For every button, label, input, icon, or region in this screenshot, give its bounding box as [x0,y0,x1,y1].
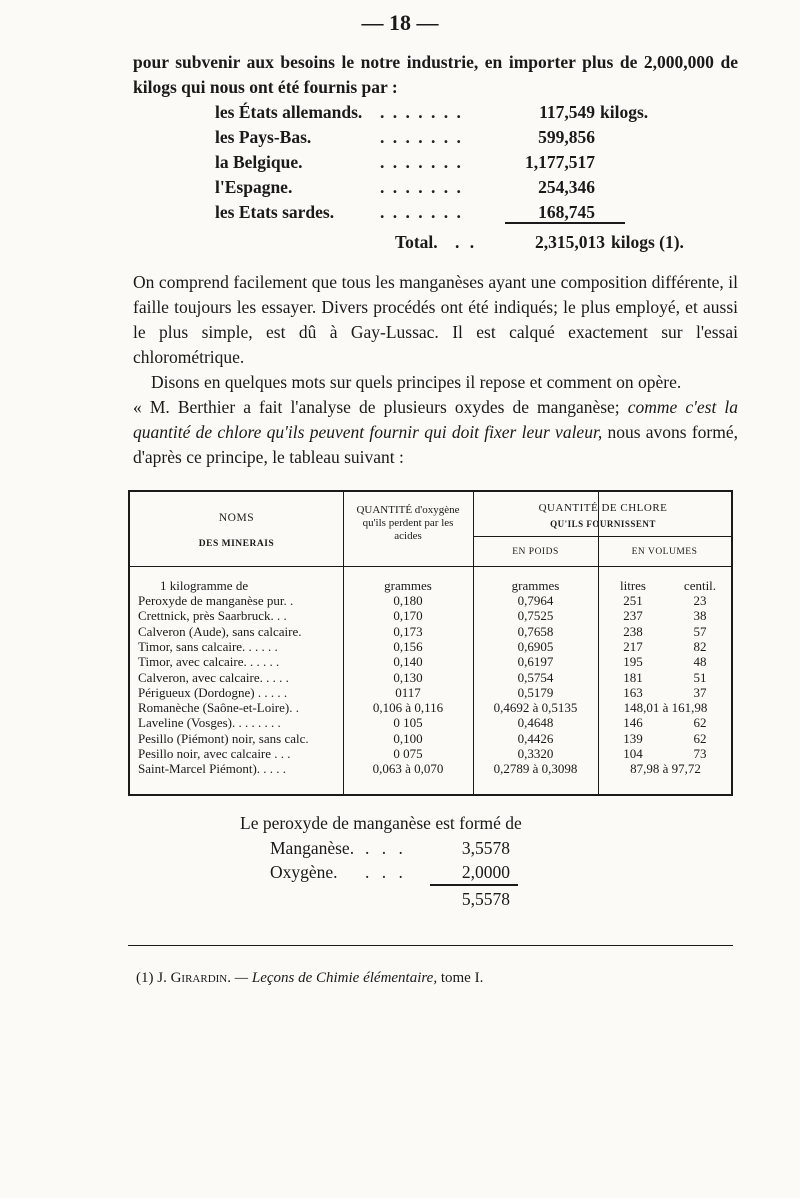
table-row-centil: 82 [693,638,707,654]
table-row-name: Timor, avec calcaire. . . . . . [138,654,280,670]
import-row [215,102,665,128]
footnote [136,970,483,987]
table-row-oxygen: 0,100 [393,730,423,746]
table-row-litres: 163 [623,684,643,700]
table-row-litres: 104 [623,746,643,761]
import-row [215,202,665,228]
berthier-start: « M. Berthier a fait l'analyse de plusieurs oxydes de manganèse; [133,397,620,417]
unit-row-poids: grammes [511,578,560,593]
import-country: les Pays-Bas. [215,127,312,147]
header-divider [473,536,731,537]
table-row-oxygen: 0,140 [393,654,423,670]
berthier-end: nous avons formé, d'après ce principe, le tableau suivant : [133,422,738,467]
import-leader: . . . . . . . [380,202,463,222]
import-row [215,177,665,203]
table-row-poids: 0,3320 [517,746,554,761]
manganese-table [128,490,733,796]
header-volumes: EN VOLUMES [631,547,698,557]
table-row-oxygen: 0 075 [393,746,423,761]
table-row-oxygen: 0,173 [393,623,423,639]
table-row-poids: 0,4692 à 0,5135 [493,700,578,716]
table-row-name: Saint-Marcel Piémont). . . . . [138,761,287,777]
import-unit: kilogs. [600,102,649,122]
table-row-centil: 48 [693,654,707,670]
table-row-litres: 181 [623,669,643,685]
table-row-poids: 0,5754 [517,669,554,685]
table-row-name: Laveline (Vosges). . . . . . . . [138,715,281,731]
page-number: — 18 — [361,10,439,35]
table-row-litres: 238 [623,623,643,639]
header-oxygene: QUANTITÉ d'oxygène qu'ils perdent par les acides [356,504,460,542]
import-country: l'Espagne. [215,177,293,197]
import-leader: . . . . . . . [380,177,463,197]
total-rule [505,222,625,224]
table-row-centil: 38 [693,608,707,624]
peroxide-leader: . . . [365,838,407,858]
header-bottom-rule [130,566,731,567]
table-row-centil: 62 [693,730,707,746]
table-row-poids: 0,6905 [517,638,554,654]
table-row-name: Calveron, avec calcaire. . . . . [138,669,289,685]
header-minerais: DES MINERAIS [198,539,275,549]
table-row-oxygen: 0117 [395,684,421,700]
table-row-oxygen: 0,063 à 0,070 [372,761,444,777]
total-leader: . . [455,232,478,252]
footnote-author: J. Girardin. [157,970,232,986]
table-row-name: Timor, sans calcaire. . . . . . [138,638,278,654]
table-row-name: Crettnick, près Saarbruck. . . [138,608,287,624]
table-row-oxygen: 0,170 [393,608,423,624]
table-row-poids: 0,4648 [517,715,554,731]
peroxide-intro: Le peroxyde de manganèse est formé de [240,813,522,833]
import-country: les Etats sardes. [215,202,335,222]
table-row-centil: 57 [693,623,707,639]
import-leader: . . . . . . . [380,152,463,172]
table-row-name: Romanèche (Saône-et-Loire). . [138,700,299,716]
total-label: Total. [395,232,438,252]
import-country: la Belgique. [215,152,303,172]
footnote-number: (1) [136,970,154,986]
peroxide-component-label: Manganèse. [270,838,355,858]
total-value: 2,315,013 [535,232,605,252]
import-value: 1,177,517 [525,152,595,172]
table-row-oxygen: 0,130 [393,669,423,685]
footnote-rule [128,945,733,946]
paragraph-principles: Disons en quelques mots sur quels principes il repose et comment on opère. [151,372,682,392]
peroxide-component-value: 2,0000 [461,862,510,882]
table-row-litres: 195 [623,654,643,670]
import-country: les États allemands. [215,102,363,122]
table-row-volume: 148,01 à 161,98 [623,700,708,716]
table-row-poids: 0,5179 [517,684,554,700]
footnote-title: — Leçons de Chimie élémentaire, [234,970,438,986]
table-row-centil: 73 [693,746,707,761]
table-row-oxygen: 0,156 [393,638,423,654]
table-row-name: Peroxyde de manganèse pur. . [138,593,294,608]
table-row-centil: 62 [693,715,707,731]
peroxide-sum-rule [430,884,518,886]
peroxide-component-value: 3,5578 [461,838,510,858]
table-row-oxygen: 0,106 à 0,116 [372,700,444,716]
footnote-tail: tome I. [440,970,484,986]
table-row-name: Calveron (Aude), sans calcaire. [138,623,302,639]
table-row-litres: 237 [623,608,643,624]
table-row-poids: 0,2789 à 0,3098 [493,761,578,777]
peroxide-leader: . . . [365,862,407,882]
import-leader: . . . . . . . [380,127,463,147]
table-row-name: Périgueux (Dordogne) . . . . . [138,684,288,700]
table-row-poids: 0,7525 [517,608,554,624]
peroxide-total: 5,5578 [461,889,510,909]
table-row-litres: 139 [623,730,643,746]
unit-row-litres: litres [620,578,646,593]
table-row-poids: 0,6197 [517,654,554,670]
import-row [215,127,665,153]
table-row-name: Pesillo noir, avec calcaire . . . [138,746,291,761]
table-row-oxygen: 0,180 [393,593,423,608]
unit-row-centil: centil. [683,578,717,593]
intro-paragraph: pour subvenir aux besoins le notre industrie, en importer plus de 2,000,000 de kilogs qui nous ont été fournis par : [133,52,738,97]
import-value: 117,549 [539,102,595,122]
table-row-volume: 87,98 à 97,72 [630,761,701,777]
col-divider [598,492,599,794]
import-value: 168,745 [538,202,595,222]
import-value: 599,856 [538,127,595,147]
unit-row-oxygen: grammes [384,578,432,593]
import-leader: . . . . . . . [380,102,463,122]
paragraph-berthier [133,395,738,470]
import-value: 254,346 [538,177,595,197]
peroxide-component-label: Oxygène. [270,862,338,882]
paragraph-gay-lussac: On comprend facilement que tous les manganèses ayant une composition différente, il faille toujours les essayer. Divers procédés ont été indiqués; le plus employé, et aussi le plus simple, est dû à Gay-Lussac. Il est calqué exactement sur l'essai chlorométrique. [133,272,738,367]
header-chlore: QUANTITÉ DE CHLORE [538,502,668,514]
table-row-oxygen: 0 105 [393,715,423,731]
header-noms: NOMS [218,512,255,524]
table-row-litres: 146 [623,715,643,731]
import-row [215,152,665,178]
table-row-poids: 0,7964 [517,593,554,608]
table-row-centil: 51 [693,669,707,685]
total-unit: kilogs (1). [611,232,684,252]
table-row-centil: 37 [693,684,707,700]
table-row-centil: 23 [693,593,707,608]
header-chlore-sub: QU'ILS FOURNISSENT [550,519,656,529]
table-row-name: Pesillo (Piémont) noir, sans calc. [138,730,309,746]
header-poids: EN POIDS [512,547,559,557]
berthier-italic: comme c'est la quantité de chlore qu'ils peuvent fournir qui doit fixer leur valeur, [133,397,739,442]
table-row-poids: 0,4426 [517,730,554,746]
table-row-poids: 0,7658 [517,623,554,639]
table-row-litres: 251 [623,593,643,608]
unit-row-name: 1 kilogramme de [160,578,249,593]
table-row-litres: 217 [623,638,643,654]
